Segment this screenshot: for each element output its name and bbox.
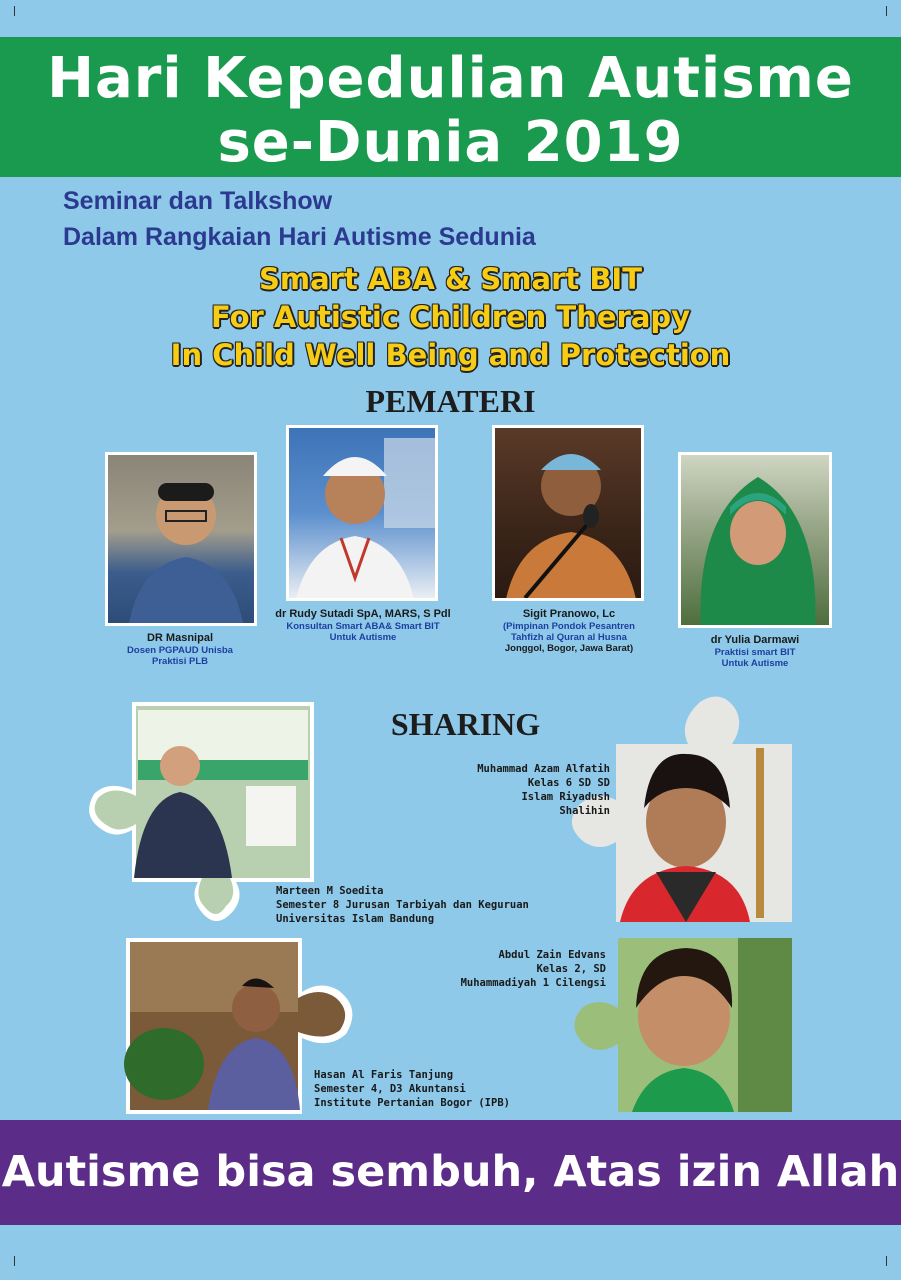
sharing-name: Hasan Al Faris Tanjung	[314, 1069, 454, 1081]
person-icon	[495, 428, 644, 601]
sharing-caption-azam	[470, 762, 610, 818]
speaker-name: DR Masnipal	[146, 632, 213, 644]
speaker-role: (Pimpinan Pondok Pesantren	[503, 621, 635, 632]
speaker-caption-yulia	[660, 634, 850, 669]
sharing-detail: Semester 4, D3 Akuntansi	[314, 1083, 466, 1095]
crop-mark	[14, 1256, 25, 1266]
speaker-role: Jonggol, Bogor, Jawa Barat)	[504, 643, 634, 654]
speaker-photo-rudy	[286, 425, 438, 601]
theme-line2: For Autistic Children Therapy	[210, 300, 691, 334]
subtitle-line2: Dalam Rangkaian Hari Autisme Sedunia	[63, 223, 536, 251]
speaker-photo-yulia	[678, 452, 832, 628]
speaker-caption-masnipal	[85, 632, 275, 667]
footer-slogan: Autisme bisa sembuh, Atas izin Allah	[1, 1147, 900, 1197]
speaker-role: Tahfizh al Quran al Husna	[511, 632, 627, 643]
speaker-caption-rudy	[268, 608, 458, 643]
page-title-line2: se-Dunia 2019	[217, 110, 684, 175]
sharing-caption-hasan	[314, 1068, 510, 1110]
speaker-photo-sigit	[492, 425, 644, 601]
sharing-detail: Kelas 6 SD SD	[527, 777, 610, 789]
speaker-role: Untuk Autisme	[721, 658, 789, 669]
speaker-photo-masnipal	[105, 452, 257, 626]
pemateri-heading: PEMATERI	[365, 383, 536, 419]
speaker-role: Praktisi smart BIT	[714, 647, 796, 658]
speaker-name: dr Rudy Sutadi SpA, MARS, S Pdl	[275, 608, 451, 620]
sharing-name: Abdul Zain Edvans	[498, 949, 606, 961]
sharing-detail: Semester 8 Jurusan Tarbiyah dan Keguruan	[276, 899, 529, 911]
sharing-caption-abdul	[452, 948, 606, 990]
theme-line3: In Child Well Being and Protection	[170, 338, 731, 372]
subtitle-line1: Seminar dan Talkshow	[63, 187, 333, 215]
person-icon	[108, 455, 257, 626]
theme-line1: Smart ABA & Smart BIT	[258, 262, 643, 296]
person-icon	[289, 428, 438, 601]
speaker-role: Dosen PGPAUD Unisba	[127, 645, 233, 656]
sharing-detail: Institute Pertanian Bogor (IPB)	[314, 1097, 510, 1109]
speaker-name: dr Yulia Darmawi	[710, 634, 800, 646]
crop-mark	[876, 6, 887, 16]
sharing-name: Muhammad Azam Alfatih	[477, 763, 610, 775]
person-icon	[681, 455, 832, 628]
sharing-name: Marteen M Soedita	[276, 885, 384, 897]
sharing-detail: Universitas Islam Bandung	[276, 913, 435, 925]
speaker-caption-sigit	[472, 608, 666, 654]
sharing-caption-marteen	[276, 884, 529, 926]
sharing-heading: SHARING	[390, 706, 541, 742]
crop-mark	[876, 1256, 887, 1266]
sharing-detail: Islam Riyadush Shalihin	[521, 791, 610, 817]
speaker-name: Sigit Pranowo, Lc	[522, 608, 616, 620]
sharing-detail: Kelas 2, SD	[536, 963, 606, 975]
crop-mark	[14, 6, 25, 16]
speaker-role: Untuk Autisme	[329, 632, 397, 643]
page-title-line1: Hari Kepedulian Autisme	[47, 46, 854, 111]
speaker-role: Praktisi PLB	[152, 656, 208, 667]
sharing-detail: Muhammadiyah 1 Cilengsi	[460, 977, 606, 989]
speaker-role: Konsultan Smart ABA& Smart BIT	[286, 621, 440, 632]
